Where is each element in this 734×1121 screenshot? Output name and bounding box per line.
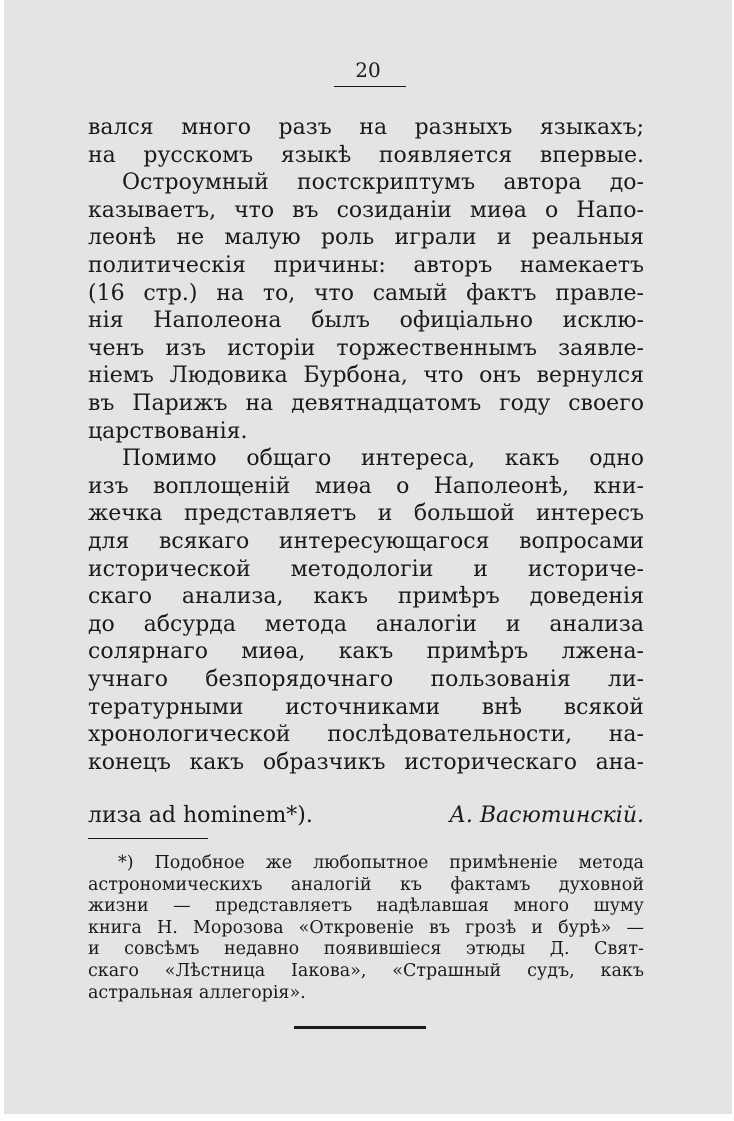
end-rule	[294, 1026, 426, 1029]
word: впервые.	[539, 142, 644, 168]
footnote-line	[118, 852, 644, 874]
word: какъ	[600, 961, 644, 981]
word: конецъ	[88, 749, 171, 775]
word: историческаго	[404, 749, 577, 775]
word: представляетъ	[214, 896, 353, 917]
closing-line	[88, 802, 644, 830]
word: нія	[88, 308, 124, 334]
word: играли	[394, 225, 477, 251]
word: вопросами	[519, 529, 644, 554]
word: авторъ	[413, 253, 493, 278]
body-line	[88, 390, 644, 418]
word: и	[505, 611, 521, 637]
word: языкахъ;	[539, 115, 644, 140]
word: Свят-	[594, 939, 644, 960]
word: намекаетъ	[520, 253, 644, 278]
body-line	[88, 721, 644, 749]
word: фактъ	[466, 280, 537, 306]
body-line	[88, 335, 644, 363]
word: одно	[589, 446, 644, 472]
word: стр.)	[143, 280, 198, 306]
word: «Страшный	[392, 961, 502, 981]
word: совсѣмъ	[124, 939, 200, 960]
word: безпорядочнаго	[205, 667, 394, 692]
word: девятнадцатомъ	[291, 391, 482, 416]
word: и	[377, 501, 393, 527]
word: скаго	[88, 584, 152, 610]
body-line	[88, 749, 644, 777]
word: любопытное	[313, 853, 429, 873]
word: Напо-	[576, 197, 644, 223]
word: пользованія	[430, 667, 571, 692]
word: и	[496, 225, 512, 251]
word: для	[88, 529, 130, 554]
word: и	[531, 917, 543, 938]
footnote-rule	[88, 838, 208, 839]
word: примѣръ	[397, 584, 500, 610]
word: Парижъ	[132, 391, 228, 416]
word: торжественнымъ	[336, 335, 538, 361]
word: какъ	[338, 639, 394, 665]
body-line	[88, 473, 644, 501]
word: воплощеній	[153, 473, 291, 499]
word: въ	[292, 197, 319, 223]
word: заявле-	[558, 335, 644, 361]
word: ніемъ	[88, 363, 154, 389]
word: Остроумный	[122, 170, 269, 196]
word: бурѣ»	[558, 917, 612, 938]
word: надѣлавшая	[376, 896, 490, 917]
word: духовной	[558, 874, 644, 895]
word: на	[245, 391, 274, 416]
word: политическія	[88, 253, 246, 278]
word: жизни	[88, 896, 149, 917]
word: самый	[372, 280, 448, 306]
word: образчикъ	[262, 749, 386, 775]
body-line	[122, 169, 644, 197]
word: *)	[118, 853, 134, 873]
word: Подобное	[154, 853, 245, 873]
word: разныхъ	[414, 115, 513, 140]
word: о	[396, 473, 410, 499]
word: изъ	[88, 473, 129, 499]
word: казываетъ,	[88, 197, 217, 223]
word: «Откровеніе	[298, 917, 414, 938]
word: на	[216, 280, 245, 306]
word: кни-	[593, 473, 644, 499]
word: Наполеона	[153, 308, 282, 334]
word: и	[88, 939, 100, 960]
word: Н.	[157, 917, 178, 938]
word: ана-	[595, 749, 644, 775]
page-number: 20	[355, 58, 381, 82]
word: всякаго	[159, 529, 250, 554]
word: абсурда	[143, 611, 236, 637]
word: ли-	[607, 667, 644, 692]
word: большой	[413, 501, 515, 527]
word: книга	[88, 917, 142, 938]
word: солярнаго	[88, 639, 209, 665]
word: интересъ	[536, 501, 644, 527]
word: историче-	[527, 556, 644, 582]
word: миѳа	[314, 473, 372, 499]
word: то,	[262, 280, 296, 306]
word: леонѣ	[88, 225, 157, 251]
word: —	[173, 896, 191, 917]
word: на	[88, 142, 116, 168]
word: грозѣ	[465, 917, 517, 938]
body-line	[88, 666, 644, 694]
word: аналогій	[290, 874, 372, 895]
word: всякой	[563, 694, 644, 720]
word: фактамъ	[450, 874, 531, 895]
word: ченъ	[88, 335, 145, 361]
word: тературными	[88, 694, 244, 720]
word: какъ	[504, 446, 560, 472]
word: до	[88, 611, 115, 637]
word: общаго	[246, 446, 332, 472]
footnote-line: астральная аллегорія».	[88, 982, 306, 1003]
word: до-	[609, 170, 644, 196]
word: былъ	[311, 308, 370, 334]
word: много	[513, 896, 570, 917]
footnote-line	[88, 917, 644, 939]
word: русскомъ	[143, 142, 254, 168]
word: офиціально	[399, 308, 533, 334]
word: миѳа,	[241, 639, 306, 665]
word: послѣдовательности,	[327, 722, 573, 748]
book-page	[4, 0, 732, 1114]
word: не	[176, 225, 205, 251]
word: въ	[88, 391, 115, 416]
word: жечка	[88, 501, 163, 527]
word: какъ	[313, 584, 368, 610]
word: вался	[88, 115, 154, 140]
word: исторіи	[227, 335, 316, 361]
word: интереса,	[361, 446, 476, 472]
body-line	[88, 142, 644, 170]
word: онъ	[479, 363, 522, 389]
body-line	[88, 224, 644, 252]
word: что	[314, 280, 354, 306]
word: Морозова	[192, 917, 284, 938]
word: что	[234, 197, 275, 223]
body-line	[88, 197, 644, 225]
word: Іакова»,	[291, 961, 367, 981]
word: году	[499, 391, 551, 416]
word: Людовика	[169, 363, 288, 389]
signature: А. Васютинскій.	[449, 803, 644, 828]
word: Помимо	[122, 446, 217, 472]
word: какъ	[189, 749, 245, 775]
word: много	[181, 115, 252, 140]
word: скаго	[88, 961, 139, 981]
body-line: царствованія.	[88, 418, 248, 444]
word: разъ	[278, 115, 332, 140]
word: своего	[568, 391, 644, 416]
body-line	[88, 307, 644, 335]
word: аналогіи	[375, 611, 478, 637]
word: лжена-	[561, 639, 644, 665]
word: (16	[88, 280, 125, 306]
body-line	[88, 556, 644, 584]
body-line	[88, 528, 644, 556]
word: реальныя	[531, 225, 644, 251]
word: примѣръ	[426, 639, 529, 665]
word: въ	[429, 917, 451, 938]
word: интересующагося	[278, 529, 490, 554]
word: судъ,	[527, 961, 575, 981]
word: на	[359, 115, 388, 140]
body-line	[122, 445, 644, 473]
word: языкѣ	[280, 142, 352, 168]
body-line	[88, 500, 644, 528]
word: роль	[320, 225, 375, 251]
word: Бурбона,	[303, 363, 408, 389]
word: къ	[399, 874, 423, 895]
word: появляется	[378, 142, 513, 168]
body-line	[88, 694, 644, 722]
word: малую	[224, 225, 301, 251]
word: внѣ	[481, 694, 523, 720]
footnote-line	[88, 895, 644, 917]
word: же	[265, 853, 293, 873]
word: метода	[578, 853, 644, 873]
body-line	[88, 252, 644, 280]
word: источниками	[285, 694, 441, 720]
body-line	[88, 583, 644, 611]
closing-text: лиза ad hominem*).	[88, 803, 313, 828]
word: автора	[503, 170, 582, 196]
word: представляетъ	[184, 501, 357, 527]
word: и	[473, 556, 488, 582]
word: шуму	[593, 896, 644, 917]
page-number-rule	[334, 86, 406, 87]
word: этюды	[465, 939, 526, 960]
word: на-	[608, 722, 644, 748]
body-line	[88, 611, 644, 639]
word: появившіеся	[323, 939, 442, 960]
body-line	[88, 114, 644, 142]
footnote-line	[88, 938, 644, 960]
footnote-line	[88, 874, 644, 896]
word: примѣненіе	[449, 853, 558, 873]
word: изъ	[165, 335, 207, 361]
word: анализа	[549, 611, 644, 637]
word: астрономическихъ	[88, 874, 263, 895]
word: «Лѣстница	[164, 961, 266, 981]
word: исклю-	[562, 308, 644, 334]
word: доведенія	[529, 584, 644, 610]
word: исторической	[88, 556, 251, 582]
word: о	[544, 197, 559, 223]
word: метода	[264, 611, 347, 637]
word: —	[626, 917, 644, 938]
word: недавно	[223, 939, 300, 960]
word: постскриптумъ	[297, 170, 476, 196]
word: Д.	[549, 939, 570, 960]
body-line	[88, 280, 644, 308]
word: учнаго	[88, 667, 169, 692]
word: вернулся	[536, 363, 644, 389]
word: правле-	[555, 280, 644, 306]
word: причины:	[273, 253, 386, 278]
word: миѳа	[469, 197, 527, 223]
word: хронологической	[88, 722, 291, 748]
body-line	[88, 362, 644, 390]
body-line	[88, 638, 644, 666]
word: созиданіи	[336, 197, 452, 223]
word: что	[423, 363, 464, 389]
footnote-line	[88, 960, 644, 982]
word: Наполеонѣ,	[433, 473, 570, 499]
word: анализа,	[181, 584, 284, 610]
word: методологіи	[290, 556, 434, 582]
